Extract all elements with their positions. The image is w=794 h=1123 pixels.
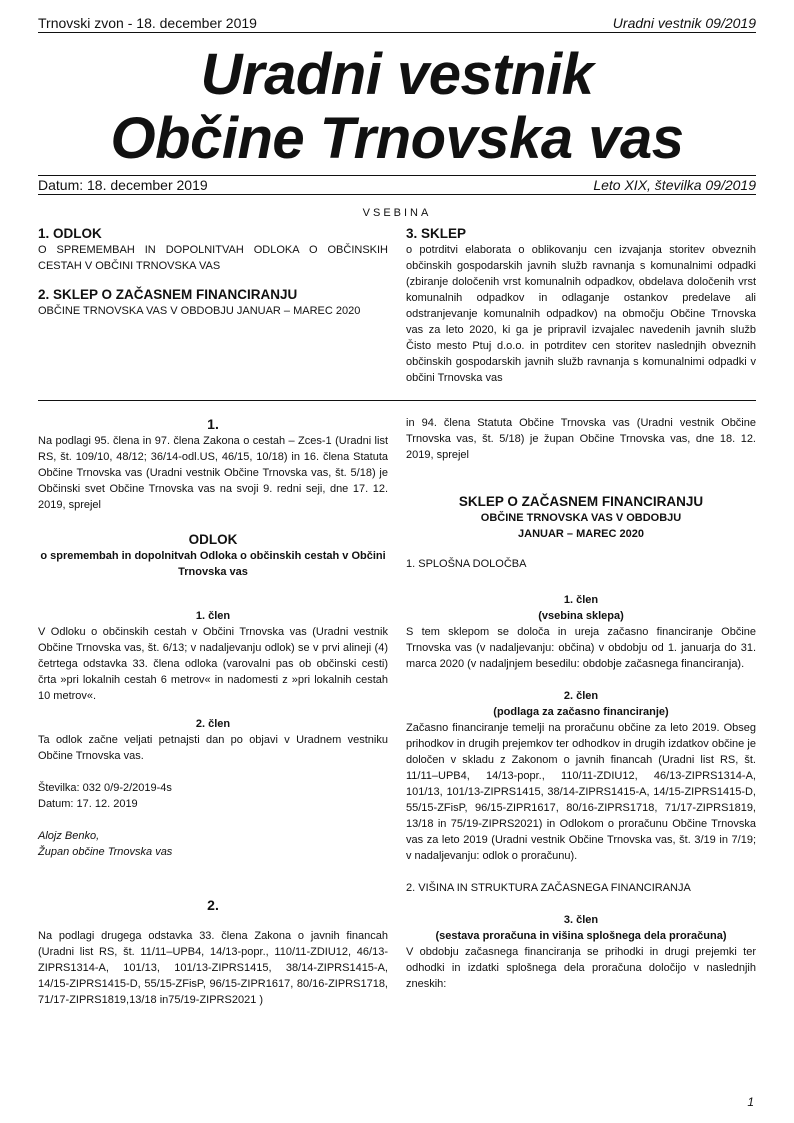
right-column — [406, 415, 756, 1008]
document-number: Številka: 032 0/9-2/2019-4s — [38, 782, 172, 794]
sklep-subtitle-1: OBČINE TRNOVSKA VAS V OBDOBJU — [480, 512, 682, 524]
section-1-intro: Na podlagi 95. člena in 97. člena Zakona o cestah – Zces-1 (Uradni list RS, št. 109/10, 48/12; 36/14-odl.US, 46/15, 10/18) in 16. člena Statuta Občine Trnovska vas (Uradni vestnik Občine Trnovska vas, št. 5/18) je Občinski svet Občine Trnovska vas na svoji 9. redni seji, dne 17. 12. 2019, sprejel — [38, 435, 388, 511]
sklep-clen-3-sub: (sestava proračuna in višina splošnega dela proračuna) — [435, 930, 727, 942]
publication-name: Trnovski zvon - 18. december 2019 — [38, 15, 257, 31]
masthead-line2: Občine Trnovska vas — [110, 106, 684, 171]
odlok-clen-1-text: V Odloku o občinskih cestah v Občini Trnovska vas (Uradni vestnik Občine Trnovska vas, št. 6/13; v nadaljevanju odlok) se v prvi alineji (4) četrtega odstavka 33. člena odloka (varovalni pas ob občinski cesti) črta »pri lokalnih cestah 6 metrov« in nadomesti z »pri lokalnih cestah 10 metrov«. — [38, 626, 388, 702]
sklep-title: SKLEP O ZAČASNEM FINANCIRANJU — [458, 494, 704, 509]
sklep-clen-1-sub: (vsebina sklepa) — [538, 610, 624, 622]
issue-label: Uradni vestnik 09/2019 — [612, 15, 756, 31]
sklep-clen-2-text: Začasno financiranje temelji na proračunu občine za leto 2019. Obseg prihodkov in drugih prejemkov ter odhodkov in drugih izdatkov občine je določen v skladu z Zakonom o javnih financah (Uradni list RS, št. 11/11–UPB4, 14/13-popr., 110/11-ZDIU12, 46/13-ZIPRS1314-A, 101/13, 101/13-ZIPRS1415, 38/14-ZIPRS1415-A, 14/15-ZIPRS1415-D, 55/15-ZFisP, 96/15-ZIPR1617, 80/16-ZIPRS1718, 71/17-ZIPRS1819, 13/18 in 75/19-ZIPRS2021) in Odlokom o proračunu Občine Trnovska vas za leto 2019 (Uradni vestnik Občine Trnovska vas, št. 3/19 in 7/19; v nadaljevanju: odlok o proračunu). — [406, 722, 756, 862]
sklep-clen-2: 2. člen — [563, 690, 599, 702]
page — [38, 14, 756, 1008]
toc-right — [406, 225, 756, 386]
toc-item-2-text: OBČINE TRNOVSKA VAS V OBDOBJU JANUAR – MAREC 2020 — [38, 305, 361, 317]
toc-left — [38, 225, 388, 386]
sklep-clen-3: 3. člen — [563, 914, 599, 926]
odlok-clen-1: 1. člen — [195, 610, 231, 622]
sklep-clen-1-text: S tem sklepom se določa in ureja začasno financiranje Občine Trnovska vas (v nadaljevanju: občina) v obdobju od 1. januarja do 31. marca 2020 (v nadaljnjem besedilu: obdobje začasnega financiranja). — [406, 626, 756, 670]
contents-separator — [38, 400, 756, 401]
odlok-clen-2: 2. člen — [195, 718, 231, 730]
sklep-section-2: 2. VIŠINA IN STRUKTURA ZAČASNEGA FINANCIRANJA — [406, 882, 691, 894]
toc-item-3-title[interactable]: 3. SKLEP — [406, 226, 467, 241]
toc-item-3-text: o potrditvi elaborata o oblikovanju cen izvajanja storitev obveznih občinskih gospodarskih javnih služb ravnanja s komunalnimi odpadki (zbiranje določenih vrst komunalnih odpadkov, obdelava določenih vrst komunalnih odpadkov in odlaganje ostankov predelave ali odstranjevanje komunalnih odpadkov) na območju Občine Trnovska vas za leto 2020, ki ga je pripravil izvajalec navedenih javnih služb Čisto mesto Ptuj d.o.o. in potrditev cen storitev naslednjih obveznih občinskih gospodarskih javnih služb ravnanja s komunalnimi odpadki v občini Trnovska vas — [406, 244, 756, 384]
odlok-clen-2-text: Ta odlok začne veljati petnajsti dan po objavi v Uradnem vestniku Občine Trnovska vas. — [38, 734, 388, 762]
sklep-clen-1: 1. člen — [563, 594, 599, 606]
sklep-clen-2-sub: (podlaga za začasno financiranje) — [493, 706, 669, 718]
page-number: 1 — [747, 1095, 754, 1109]
section-2-number: 2. — [207, 897, 219, 913]
sklep-clen-3-text: V obdobju začasnega financiranja se prihodki in drugi prejemki ter odhodki in izdatki splošnega dela proračuna določijo v naslednjih zneskih: — [406, 946, 756, 990]
date-rule — [38, 194, 756, 195]
top-rule — [38, 32, 756, 33]
toc-item-2-title[interactable]: 2. SKLEP O ZAČASNEM FINANCIRANJU — [38, 287, 298, 302]
issue-number: Leto XIX, številka 09/2019 — [593, 177, 756, 193]
sklep-subtitle-2: JANUAR – MAREC 2020 — [518, 528, 644, 540]
section-1-number: 1. — [207, 416, 219, 432]
issue-date: Datum: 18. december 2019 — [38, 177, 208, 193]
section-2-continuation: in 94. člena Statuta Občine Trnovska vas (Uradni vestnik Občine Trnovska vas, št. 5/18) je župan Občine Trnovska vas, dne 18. 12. 2019, sprejel — [406, 417, 756, 461]
left-column — [38, 415, 388, 1008]
table-of-contents — [38, 225, 756, 386]
date-strip — [38, 176, 756, 194]
section-2-intro: Na podlagi drugega odstavka 33. člena Zakona o javnih financah (Uradni list RS, št. 11/11–UPB4, 14/13-popr., 110/11-ZDIU12, 46/13-ZIPRS1314-A, 101/13, 101/13-ZIPRS1415, 38/14-ZIPRS1415-A, 14/15-ZIPRS1415-D, 55/15-ZFisP, 96/15-ZIPR1617, 80/16-ZIPRS1718, 71/17-ZIPRS1819,13/18 in75/19-ZIPRS2021 ) — [38, 930, 388, 1006]
body-columns — [38, 415, 756, 1008]
toc-item-1-title[interactable]: 1. ODLOK — [38, 226, 102, 241]
sklep-section-1: 1. SPLOŠNA DOLOČBA — [406, 558, 527, 570]
signer-role: Župan občine Trnovska vas — [38, 846, 173, 858]
document-date: Datum: 17. 12. 2019 — [38, 798, 138, 810]
masthead — [38, 43, 756, 171]
contents-heading: VSEBINA — [362, 207, 432, 219]
odlok-title: ODLOK — [188, 532, 238, 547]
top-strip — [38, 14, 756, 32]
odlok-subtitle: o spremembah in dopolnitvah Odloka o občinskih cestah v Občini Trnovska vas — [40, 550, 386, 578]
signer-name: Alojz Benko, — [38, 830, 100, 842]
masthead-line1: Uradni vestnik — [200, 42, 594, 107]
toc-item-1-text: O SPREMEMBAH IN DOPOLNITVAH ODLOKA O OBČINSKIH CESTAH V OBČINI TRNOVSKA VAS — [38, 244, 388, 272]
